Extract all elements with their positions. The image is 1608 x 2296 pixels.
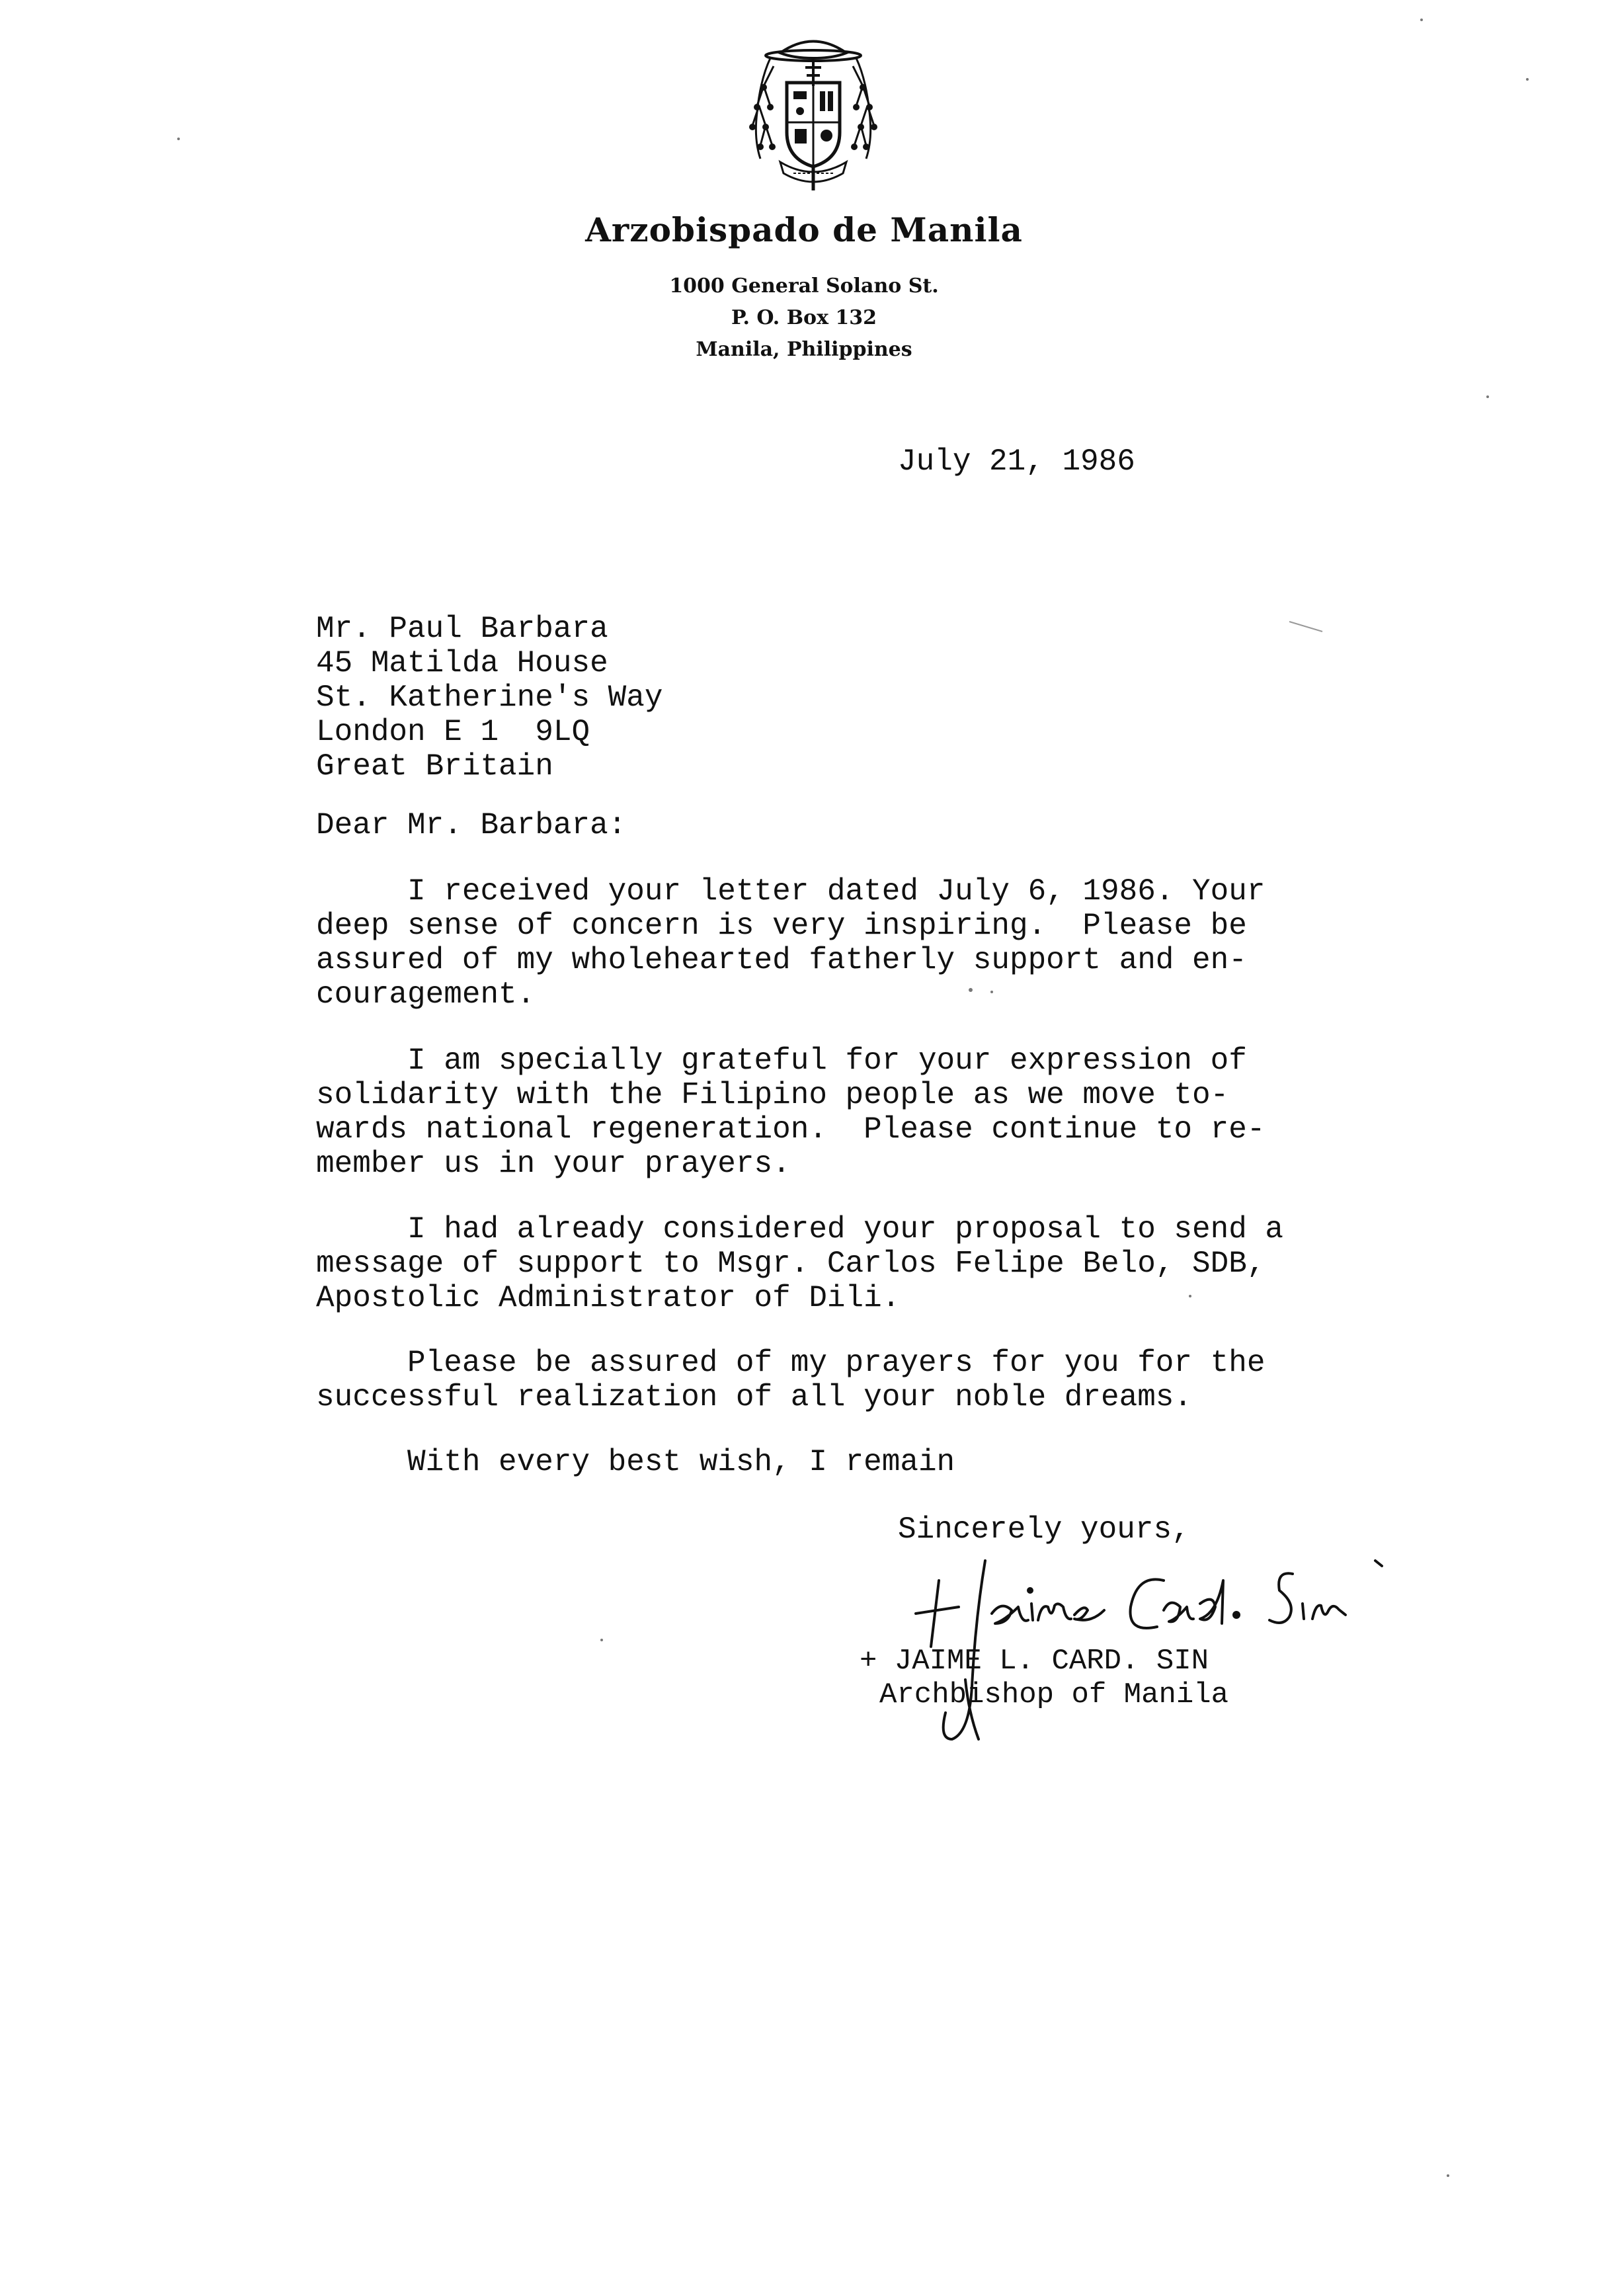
paragraph-line: message of support to Msgr. Carlos Felipe Belo, SDB, xyxy=(316,1247,1266,1281)
letterhead-address-pobox: P. O. Box 132 xyxy=(731,306,877,329)
paragraph-4 xyxy=(316,1346,1265,1414)
paragraph-line: wards national regeneration. Please continue to re- xyxy=(316,1112,1266,1147)
salutation: Dear Mr. Barbara: xyxy=(316,808,627,842)
recipient-line2: St. Katherine's Way xyxy=(316,680,663,715)
paragraph-line: deep sense of concern is very inspiring. Please be xyxy=(316,909,1247,943)
recipient-name: Mr. Paul Barbara xyxy=(316,612,608,646)
paragraph-line: member us in your prayers. xyxy=(316,1147,791,1181)
letterhead-address-city: Manila, Philippines xyxy=(696,338,912,361)
signatory-title: Archbishop of Manila xyxy=(879,1678,1229,1711)
paragraph-line: successful realization of all your noble dreams. xyxy=(316,1380,1193,1414)
paragraph-line: Please be assured of my prayers for you for the xyxy=(316,1346,1266,1380)
recipient-line4: Great Britain xyxy=(316,749,553,784)
signatory-name: + JAIME L. CARD. SIN xyxy=(860,1645,1209,1678)
recipient-line1: 45 Matilda House xyxy=(316,646,608,680)
paragraph-line: solidarity with the Filipino people as we move to- xyxy=(316,1078,1229,1112)
paragraph-3 xyxy=(316,1212,1283,1315)
complimentary-close: Sincerely yours, xyxy=(898,1512,1190,1547)
paragraph-1 xyxy=(316,874,1265,1012)
coat-of-arms-icon xyxy=(734,26,893,192)
paragraph-line: I am specially grateful for your expression of xyxy=(316,1044,1247,1078)
letterhead-title: Arzobispado de Manila xyxy=(585,210,1023,249)
letter-date: July 21, 1986 xyxy=(898,444,1135,479)
paragraph-line: I had already considered your proposal to send a xyxy=(316,1212,1284,1247)
paragraph-2 xyxy=(316,1044,1265,1181)
paragraph-line: I received your letter dated July 6, 1986. Your xyxy=(316,874,1266,909)
letterhead-address-street: 1000 General Solano St. xyxy=(669,274,939,298)
recipient-address xyxy=(316,612,663,784)
paragraph-line: assured of my wholehearted fatherly support and en- xyxy=(316,943,1247,977)
paragraph-line: Apostolic Administrator of Dili. xyxy=(316,1281,901,1315)
recipient-line3: London E 1 9LQ xyxy=(316,715,590,749)
paragraph-line: couragement. xyxy=(316,977,536,1012)
closing-wish: With every best wish, I remain xyxy=(316,1445,955,1479)
